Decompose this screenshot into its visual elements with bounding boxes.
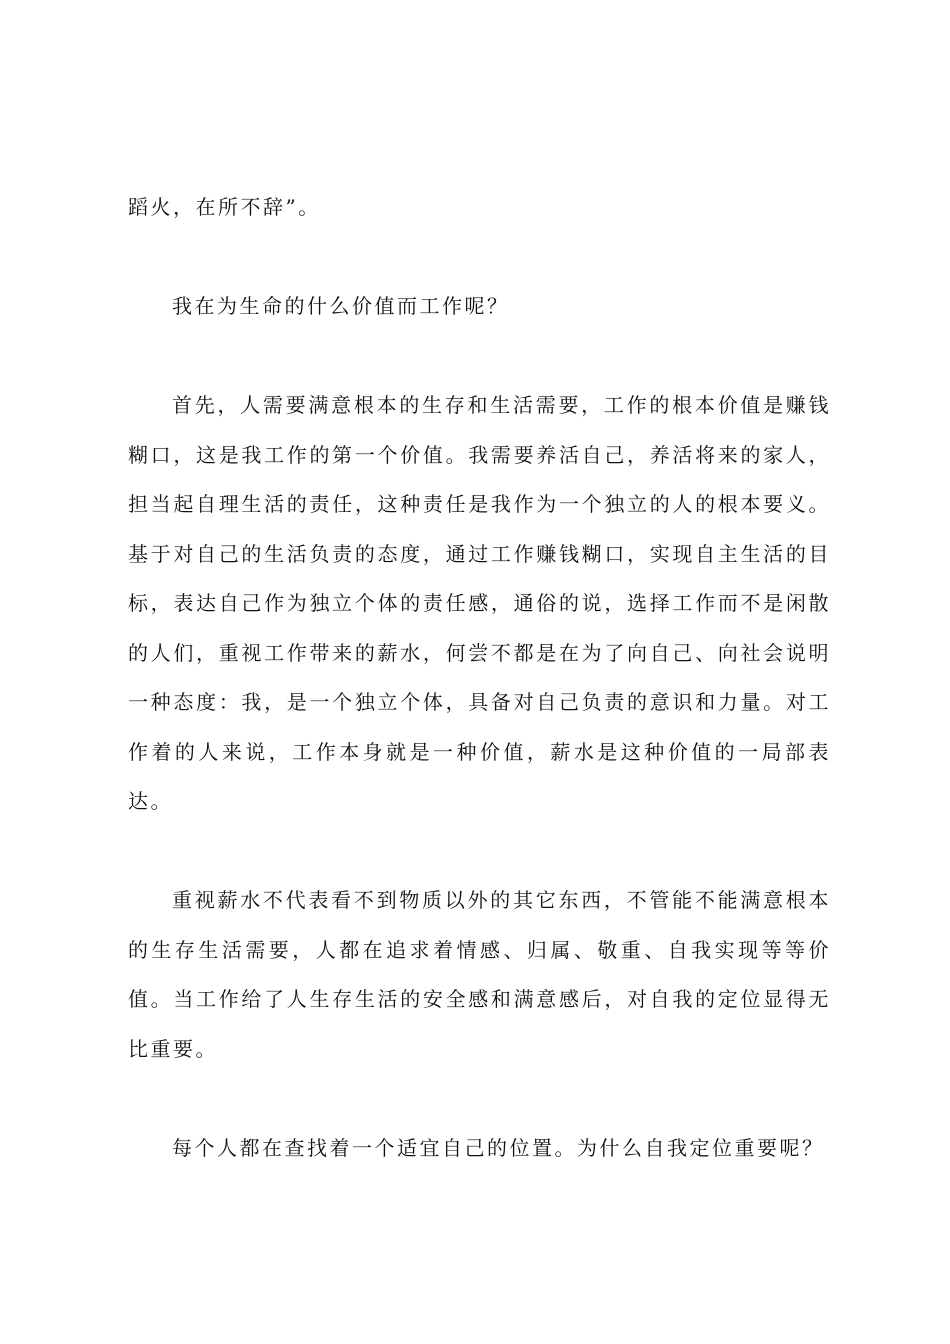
text-line: 我在为生命的什么价值而工作呢？ — [172, 294, 510, 318]
text-line: 值。当工作给了人生存生活的安全感和满意感后，对自我的定位显得无 — [128, 987, 831, 1011]
text-line: 作着的人来说，工作本身就是一种价值，薪水是这种价值的一局部表 — [128, 739, 831, 764]
text-line: 糊口，这是我工作的第一个价值。我需要养活自己，养活将来的家人， — [128, 442, 831, 467]
text-line: 的人们，重视工作带来的薪水，何尝不都是在为了向自己、向社会说明 — [128, 640, 831, 665]
text-line: 的生存生活需要，人都在追求着情感、归属、敬重、自我实现等等价 — [128, 937, 831, 962]
text-line: 重视薪水不代表看不到物质以外的其它东西，不管能不能满意根本 — [172, 888, 831, 912]
text-line: 达。 — [128, 789, 173, 813]
paragraph-beyond-salary — [128, 876, 831, 1074]
text-line: 一种态度：我，是一个独立个体，具备对自己负责的意识和力量。对工 — [128, 690, 831, 714]
text-line: 基于对自己的生活负责的态度，通过工作赚钱糊口，实现自主生活的目 — [128, 541, 831, 566]
text-line: 比重要。 — [128, 1036, 218, 1061]
paragraph-question — [128, 282, 831, 332]
paragraph-first-value — [128, 381, 831, 827]
paragraph-continuation — [128, 183, 831, 233]
text-line: 首先，人需要满意根本的生存和生活需要，工作的根本价值是赚钱 — [172, 393, 831, 417]
text-line: 蹈火，在所不辞”。 — [128, 195, 321, 219]
paragraph-self-positioning — [128, 1124, 831, 1174]
text-line: 标，表达自己作为独立个体的责任感，通俗的说，选择工作而不是闲散 — [128, 591, 831, 615]
text-line: 每个人都在查找着一个适宜自己的位置。为什么自我定位重要呢？ — [172, 1136, 825, 1160]
text-line: 担当起自理生活的责任，这种责任是我作为一个独立的人的根本要义。 — [128, 492, 831, 516]
